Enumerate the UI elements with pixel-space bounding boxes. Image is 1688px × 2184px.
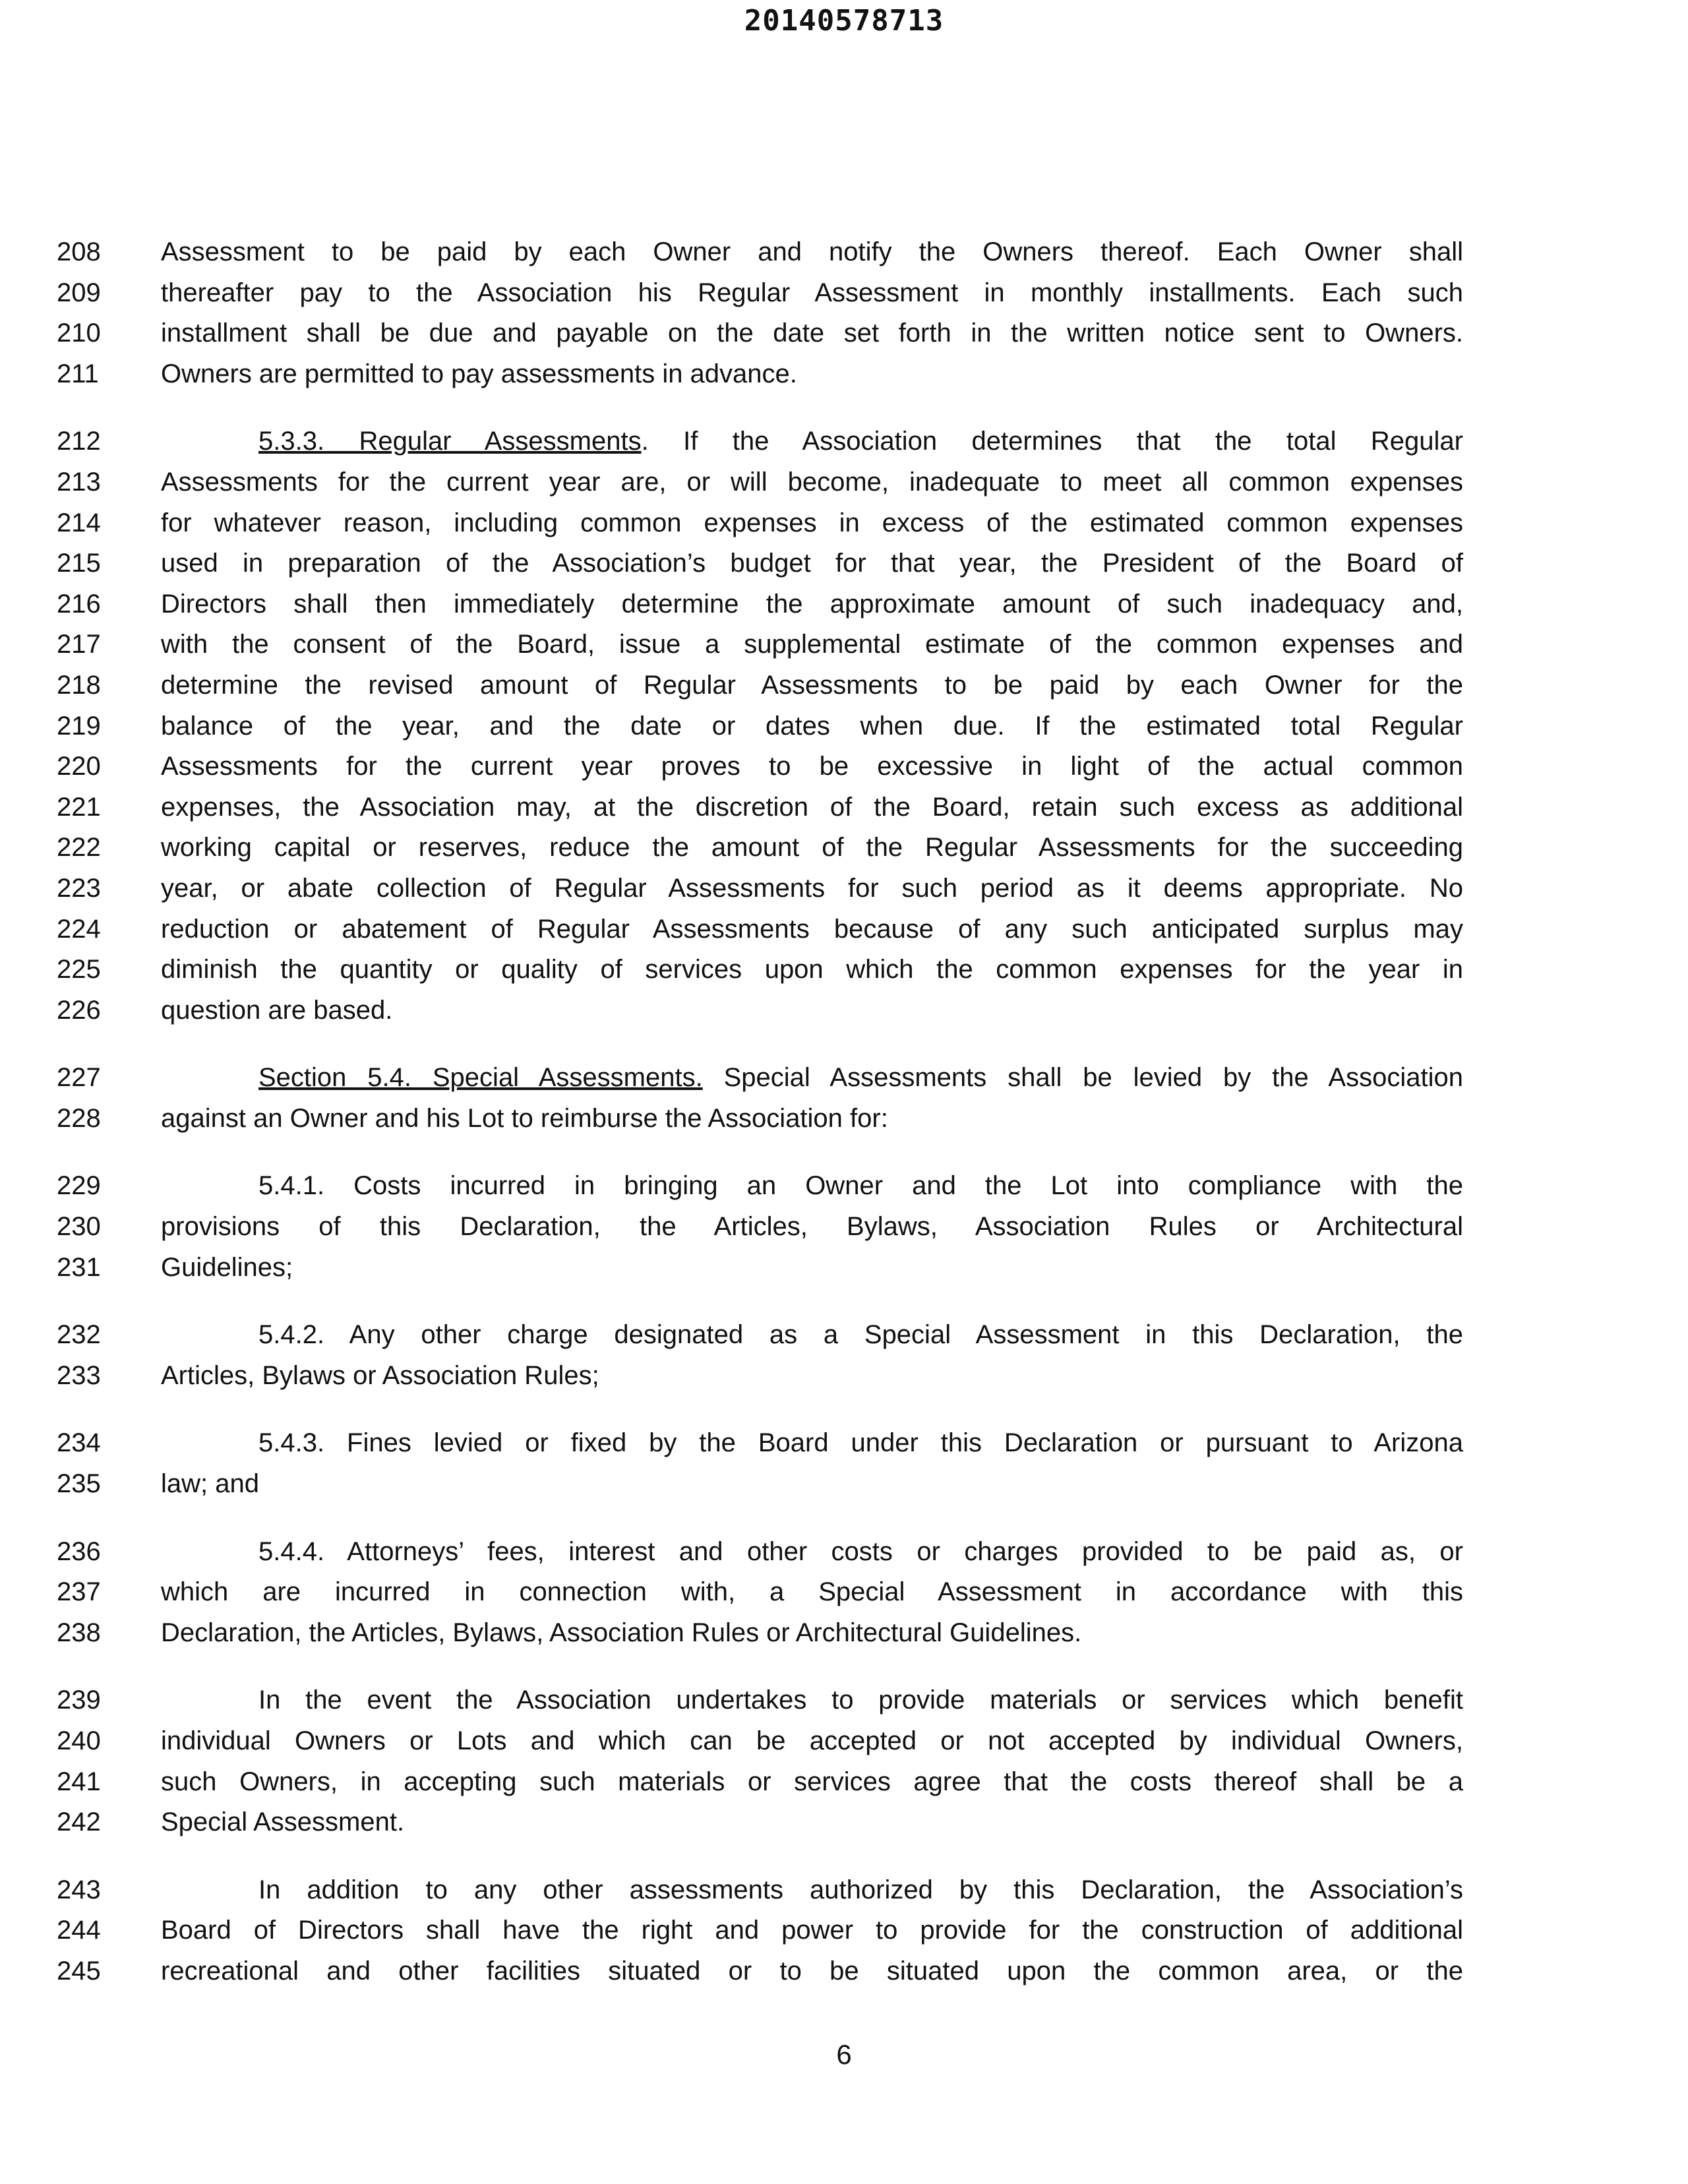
line-content: Assessments for the current year proves to be excessive in light of the actual common xyxy=(161,752,1463,781)
text-line xyxy=(0,1572,1688,1613)
paragraph xyxy=(0,232,1688,394)
line-text xyxy=(161,828,1463,868)
line-text xyxy=(161,1951,1463,1992)
line-number: 229 xyxy=(57,1171,101,1201)
text-line xyxy=(0,787,1688,828)
text-line xyxy=(0,1762,1688,1803)
text-line xyxy=(0,1802,1688,1843)
text-line xyxy=(0,313,1688,354)
line-content: recreational and other facilities situated or to be situated upon the common area, or the xyxy=(161,1956,1463,1986)
line-number: 216 xyxy=(57,589,101,619)
line-text xyxy=(161,1464,1463,1505)
line-text xyxy=(161,1058,1463,1099)
line-text xyxy=(161,1613,1463,1654)
text-line xyxy=(0,909,1688,950)
document-body xyxy=(0,232,1688,2019)
line-text xyxy=(161,1870,1463,1911)
line-number: 218 xyxy=(57,670,101,700)
line-number: 219 xyxy=(57,711,101,741)
line-number: 242 xyxy=(57,1807,101,1837)
line-content: 5.4.2. Any other charge designated as a Special Assessment in this Declaration, the xyxy=(258,1320,1463,1350)
line-text xyxy=(161,1532,1463,1573)
line-text xyxy=(161,909,1463,950)
line-content: with the consent of the Board, issue a supplemental estimate of the common expenses and xyxy=(161,630,1463,659)
line-number: 220 xyxy=(57,752,101,781)
line-number: 235 xyxy=(57,1469,101,1499)
text-line xyxy=(0,503,1688,544)
line-number: 217 xyxy=(57,630,101,659)
text-line xyxy=(0,1910,1688,1951)
line-number: 243 xyxy=(57,1875,101,1904)
text-line xyxy=(0,1870,1688,1911)
line-number: 223 xyxy=(57,873,101,903)
line-text xyxy=(161,706,1463,747)
line-number: 211 xyxy=(57,359,99,388)
text-line xyxy=(0,1951,1688,1992)
line-number: 227 xyxy=(57,1063,101,1093)
line-content: diminish the quantity or quality of services upon which the common expenses for the year in xyxy=(161,955,1463,985)
line-text xyxy=(161,1762,1463,1803)
line-number: 212 xyxy=(57,427,101,456)
line-text xyxy=(161,543,1463,584)
line-content: working capital or reserves, reduce the amount of the Regular Assessments for the succeeding xyxy=(161,833,1463,863)
line-content: such Owners, in accepting such materials or services agree that the costs thereof shall be a xyxy=(161,1767,1463,1796)
text-line xyxy=(0,1464,1688,1505)
section-heading: 5.3.3. Regular Assessments xyxy=(258,427,642,456)
line-number: 237 xyxy=(57,1577,101,1607)
text-line xyxy=(0,868,1688,909)
line-number: 238 xyxy=(57,1618,101,1647)
text-line xyxy=(0,1680,1688,1721)
line-text xyxy=(161,584,1463,625)
line-content: expenses, the Association may, at the discretion of the Board, retain such excess as additional xyxy=(161,792,1463,822)
text-line xyxy=(0,746,1688,787)
text-line xyxy=(0,462,1688,503)
line-number: 222 xyxy=(57,833,101,863)
line-number: 215 xyxy=(57,549,101,578)
line-content: used in preparation of the Association’s budget for that year, the President of the Board of xyxy=(161,549,1463,578)
paragraph xyxy=(0,1532,1688,1654)
paragraph xyxy=(0,1058,1688,1139)
text-line xyxy=(0,1058,1688,1099)
text-line xyxy=(0,1166,1688,1207)
line-number: 241 xyxy=(57,1767,101,1796)
line-text xyxy=(161,421,1463,462)
text-line xyxy=(0,232,1688,273)
paragraph xyxy=(0,1870,1688,1992)
line-number: 221 xyxy=(57,792,101,822)
text-line xyxy=(0,1532,1688,1573)
line-content: 5.4.4. Attorneys’ fees, interest and other costs or charges provided to be paid as, or xyxy=(258,1536,1463,1566)
page-number: 6 xyxy=(836,2039,852,2070)
line-content: which are incurred in connection with, a Special Assessment in accordance with this xyxy=(161,1577,1463,1607)
line-text xyxy=(161,354,1463,395)
line-text xyxy=(161,665,1463,706)
text-line xyxy=(0,706,1688,747)
line-number: 214 xyxy=(57,508,101,537)
line-content: Owners are permitted to pay assessments in advance. xyxy=(161,359,797,388)
text-line xyxy=(0,950,1688,990)
paragraph xyxy=(0,421,1688,1031)
line-number: 234 xyxy=(57,1428,101,1458)
text-line xyxy=(0,1356,1688,1397)
line-text xyxy=(161,1315,1463,1356)
line-content: determine the revised amount of Regular Assessments to be paid by each Owner for the xyxy=(161,670,1463,700)
section-heading: Section 5.4. Special Assessments. xyxy=(258,1063,703,1093)
line-number: 224 xyxy=(57,914,101,944)
line-content: Board of Directors shall have the right and power to provide for the construction of additional xyxy=(161,1916,1463,1945)
line-text xyxy=(161,273,1463,314)
line-text xyxy=(161,1166,1463,1207)
document-number: 20140578713 xyxy=(744,4,944,38)
paragraph xyxy=(0,1166,1688,1288)
text-line xyxy=(0,584,1688,625)
line-content: installment shall be due and payable on the date set forth in the written notice sent to Owners. xyxy=(161,318,1463,348)
line-text xyxy=(161,1572,1463,1613)
line-number: 230 xyxy=(57,1212,101,1242)
line-number: 209 xyxy=(57,278,101,307)
line-number: 226 xyxy=(57,995,101,1025)
line-content: Guidelines; xyxy=(161,1252,293,1282)
line-text xyxy=(161,232,1463,273)
line-text xyxy=(161,1207,1463,1248)
text-line xyxy=(0,543,1688,584)
line-text xyxy=(161,787,1463,828)
text-line xyxy=(0,354,1688,395)
text-line xyxy=(0,1613,1688,1654)
line-content: question are based. xyxy=(161,995,393,1025)
line-number: 210 xyxy=(57,318,101,348)
line-text xyxy=(161,1680,1463,1721)
line-content: thereafter pay to the Association his Regular Assessment in monthly installments. Each such xyxy=(161,278,1463,307)
line-content: In the event the Association undertakes to provide materials or services which benefit xyxy=(258,1685,1463,1715)
line-text xyxy=(161,950,1463,990)
text-line xyxy=(0,828,1688,868)
line-text xyxy=(161,1356,1463,1397)
text-line xyxy=(0,1099,1688,1139)
line-text xyxy=(161,990,1463,1031)
line-content: law; and xyxy=(161,1469,259,1499)
line-content: Special Assessment. xyxy=(161,1807,405,1837)
line-text xyxy=(161,1802,1463,1843)
paragraph xyxy=(0,1315,1688,1396)
text-line xyxy=(0,1423,1688,1464)
line-content: . If the Association determines that the total Regular xyxy=(641,427,1463,456)
paragraph xyxy=(0,1680,1688,1842)
line-text xyxy=(161,1248,1463,1289)
text-line xyxy=(0,273,1688,314)
line-text xyxy=(161,313,1463,354)
line-text xyxy=(161,1099,1463,1139)
line-number: 245 xyxy=(57,1956,101,1986)
line-number: 225 xyxy=(57,955,101,985)
line-number: 232 xyxy=(57,1320,101,1350)
line-content: balance of the year, and the date or dates when due. If the estimated total Regular xyxy=(161,711,1463,741)
line-content: 5.4.1. Costs incurred in bringing an Owner and the Lot into compliance with the xyxy=(258,1171,1463,1201)
line-content: Declaration, the Articles, Bylaws, Association Rules or Architectural Guidelines. xyxy=(161,1618,1082,1647)
line-content: year, or abate collection of Regular Assessments for such period as it deems appropriate. No xyxy=(161,873,1463,903)
text-line xyxy=(0,1721,1688,1762)
line-text xyxy=(161,503,1463,544)
line-content: against an Owner and his Lot to reimburse the Association for: xyxy=(161,1103,888,1133)
line-content: Directors shall then immediately determine the approximate amount of such inadequacy and, xyxy=(161,589,1463,619)
line-content: 5.4.3. Fines levied or fixed by the Board under this Declaration or pursuant to Arizona xyxy=(258,1428,1463,1458)
text-line xyxy=(0,1207,1688,1248)
line-content: Articles, Bylaws or Association Rules; xyxy=(161,1360,599,1390)
line-content: individual Owners or Lots and which can be accepted or not accepted by individual Owners, xyxy=(161,1726,1463,1755)
text-line xyxy=(0,990,1688,1031)
text-line xyxy=(0,624,1688,665)
line-content: provisions of this Declaration, the Articles, Bylaws, Association Rules or Architectural xyxy=(161,1212,1463,1242)
line-text xyxy=(161,1423,1463,1464)
line-number: 240 xyxy=(57,1726,101,1755)
line-text xyxy=(161,462,1463,503)
line-number: 236 xyxy=(57,1536,101,1566)
line-content: Special Assessments shall be levied by the Association xyxy=(702,1063,1463,1093)
line-number: 233 xyxy=(57,1360,101,1390)
line-number: 244 xyxy=(57,1916,101,1945)
text-line xyxy=(0,665,1688,706)
text-line xyxy=(0,421,1688,462)
line-content: In addition to any other assessments authorized by this Declaration, the Association’s xyxy=(258,1875,1463,1904)
line-text xyxy=(161,1910,1463,1951)
line-number: 208 xyxy=(57,237,101,266)
text-line xyxy=(0,1315,1688,1356)
paragraph xyxy=(0,1423,1688,1504)
line-number: 231 xyxy=(57,1252,101,1282)
line-content: reduction or abatement of Regular Assessments because of any such anticipated surplus may xyxy=(161,914,1463,944)
line-number: 239 xyxy=(57,1685,101,1715)
text-line xyxy=(0,1248,1688,1289)
line-number: 213 xyxy=(57,467,101,497)
line-content: for whatever reason, including common expenses in excess of the estimated common expenses xyxy=(161,508,1463,537)
line-text xyxy=(161,1721,1463,1762)
line-content: Assessment to be paid by each Owner and notify the Owners thereof. Each Owner shall xyxy=(161,237,1463,266)
line-content: Assessments for the current year are, or will become, inadequate to meet all common expenses xyxy=(161,467,1463,497)
line-number: 228 xyxy=(57,1103,101,1133)
line-text xyxy=(161,624,1463,665)
line-text xyxy=(161,868,1463,909)
line-text xyxy=(161,746,1463,787)
